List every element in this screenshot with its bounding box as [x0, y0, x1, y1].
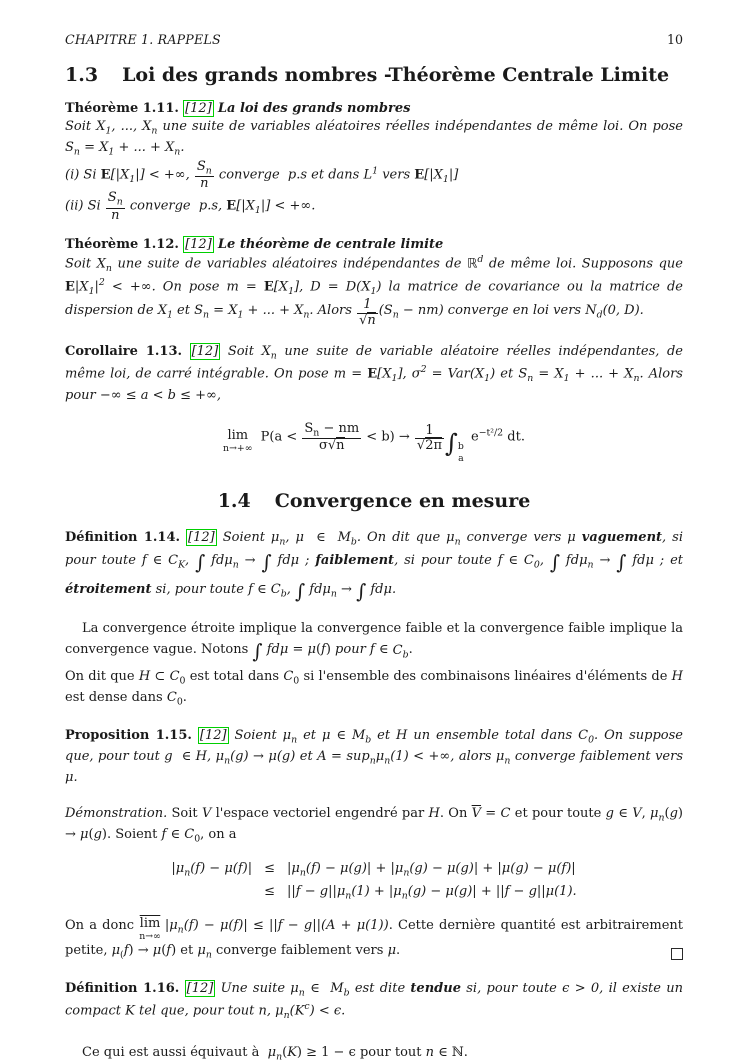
proof-inequality-display [65, 860, 683, 903]
inequality-rhs-1: $|\mu_n(f) - \mu(g)| + |\mu_n(g) - \mu(g)| + |\mu(g) - \mu(f)|$ [287, 861, 576, 879]
inequality-lhs: $|\mu_n(f) - \mu(f)|$ [171, 861, 253, 879]
definition-1-14 [65, 528, 683, 607]
paragraph-tightness-equivalence [65, 1043, 683, 1064]
citation-link-12[interactable]: [12] [186, 980, 214, 996]
inequality-relation-1: ≤ [264, 861, 276, 877]
definition-1-16-body: Définition 1.16. [12] Une suite $\mu_n$ ∈ $M_b$ est dite tendue si, pour toute ϵ > 0, il existe un compact K tel que, pour tout n, $\mu_n(K^c) < \epsilon$. [65, 980, 683, 1022]
corollary-1-13-body: Corollaire 1.13. [12] Soit $X_n$ une suite de variable aléatoire réelles indépendantes, de même loi, de carré intégrable. On pose $m = E[X_1]$, $\sigma^2 = Var(X_1)$ et $S_n = X_1$ + ... + $X_n$. Alors pour −∞ ≤ a < b ≤ +∞, [65, 343, 683, 403]
theorem-1-11-body: Soit $X_1$, ..., $X_n$ une suite de variables aléatoires réelles indépendantes de même loi. On pose $S_n = X_1$ + ... + $X_n$. (i) Si $E[|X_1|]$ < +∞, $\frac{S_n}{n}$ converge p.s et dans $L^1$ vers $E[|X_1|]$ (ii) Si $\frac{S_n}{n}$ converge p.s, $E[|X_1|]$ < +∞. [65, 119, 683, 224]
inequality-relation-2: ≤ [264, 884, 276, 900]
closing-line: Ce qui est aussi équivaut à $\mu_n(K) \ge 1 - \epsilon$ pour tout n ∈ ℕ. [82, 1044, 468, 1063]
theorem-1-12-head: Théorème 1.12. [12] Le théorème de centrale limite [65, 237, 444, 253]
paragraph-convergence-line1: La convergence étroite implique la convergence faible et la convergence faible implique la convergence vague. Notons ∫ fdμ = μ(f) pour f ∈ $C_b$. [65, 621, 683, 664]
citation-link-12[interactable]: [12] [199, 727, 227, 743]
citation-link-12[interactable]: [12] [191, 343, 219, 359]
proof-1-15 [65, 804, 683, 963]
corollary-1-13 [65, 342, 683, 464]
proof-intro: Démonstration. Soit V l'espace vectoriel engendré par H. On $\overline{V} = C$ et pour toute g ∈ V, $\mu_n(g) \to \mu(g)$. Soient f ∈ $C_0$, on a [65, 805, 683, 845]
definition-1-14-body: Définition 1.14. [12] Soient $\mu_n$, μ ∈ $M_b$. On dit que $\mu_n$ converge vers μ vaguement, si pour toute f ∈ $C_K$, ∫ fdμ$_n$ → ∫ fdμ ; faiblement, si pour toute f ∈ $C_0$, ∫ fdμ$_n$ → ∫ fdμ ; et étroitement si, pour toute f ∈ $C_b$, ∫ fdμ$_n$ → ∫ fdμ. [65, 529, 684, 603]
corollary-1-13-equation: lim n→+∞ P(a < $\frac{S_n - nm}{\sigma√n}$ < b) → $\frac{1}{√2\pi}$ ∫ b a $e^{-t^2/2}$ dt. [223, 420, 525, 465]
qed-box [671, 948, 683, 960]
section-1-4-title: Convergence en mesure [274, 489, 531, 512]
definition-1-16 [65, 979, 683, 1023]
inequality-lhs-empty [171, 883, 252, 903]
proposition-1-15 [65, 726, 683, 788]
theorem-1-12 [65, 237, 683, 327]
page-number: 10 [666, 32, 683, 47]
citation-link-12[interactable]: [12] [188, 529, 215, 545]
chapter-running-title: CHAPITRE 1. RAPPELS [65, 32, 221, 47]
section-1-3-heading [65, 64, 683, 86]
section-1-3-title: Loi des grands nombres -Théorème Centrale Limite [122, 64, 670, 86]
paragraph-convergence-line2: On dit que H ⊂ $C_0$ est total dans $C_0$ si l'ensemble des combinaisons linéaires d'éléments de H est dense dans $C_0$. [65, 669, 683, 709]
theorem-1-12-body: Soit $X_n$ une suite de variables aléatoires indépendantes de ℝ$^d$ de même loi. Supposons que $E|X_1|^2$ < +∞. On pose $m = E[X_1]$, $D = D(X_1)$ la matrice de covariance ou la matrice de dispersion de $X_1$ et $S_n = X_1$ + ... + $X_n$. Alors $\frac{1}{√n}$ $(S_n - nm)$ converge en loi vers $N_d(0$, D). [65, 254, 683, 328]
citation-link-12[interactable]: [12] [185, 237, 212, 253]
citation-link-12[interactable]: [12] [185, 101, 212, 116]
section-1-4-heading [65, 490, 683, 512]
paragraph-convergence [65, 619, 683, 709]
proof-conclusion: On a donc $\overline{lim}$ n→∞ $|\mu_n(f) - \mu(f)| \le ||f - g||(A + \mu(1))$. Cette dernière quantité est arbitrairement petite, $\mu_(f) \to \mu(f)$ et $\mu_n$ converge faiblement vers μ. [65, 916, 683, 962]
section-1-4-number: 1.4 [217, 489, 251, 512]
theorem-1-11 [65, 101, 683, 223]
page-header [65, 32, 683, 47]
theorem-1-11-head: Théorème 1.11. [12] La loi des grands nombres [65, 101, 411, 116]
proposition-1-15-body: Proposition 1.15. [12] Soient $\mu_n$ et μ ∈ $M_b$ et H un ensemble total dans $C_0$. On suppose que, pour tout g ∈ H, $\mu_n(g) \to \mu(g)$ et $A = sup_n\mu_n(1)$ < +∞, alors $\mu_n$ converge faiblement vers μ. [65, 727, 683, 786]
inequality-rhs-2: $||f - g||\mu_n(1) + |\mu_n(g) - \mu(g)| + ||f - g||\mu(1)$. [287, 884, 577, 903]
section-1-3-number: 1.3 [65, 64, 99, 86]
